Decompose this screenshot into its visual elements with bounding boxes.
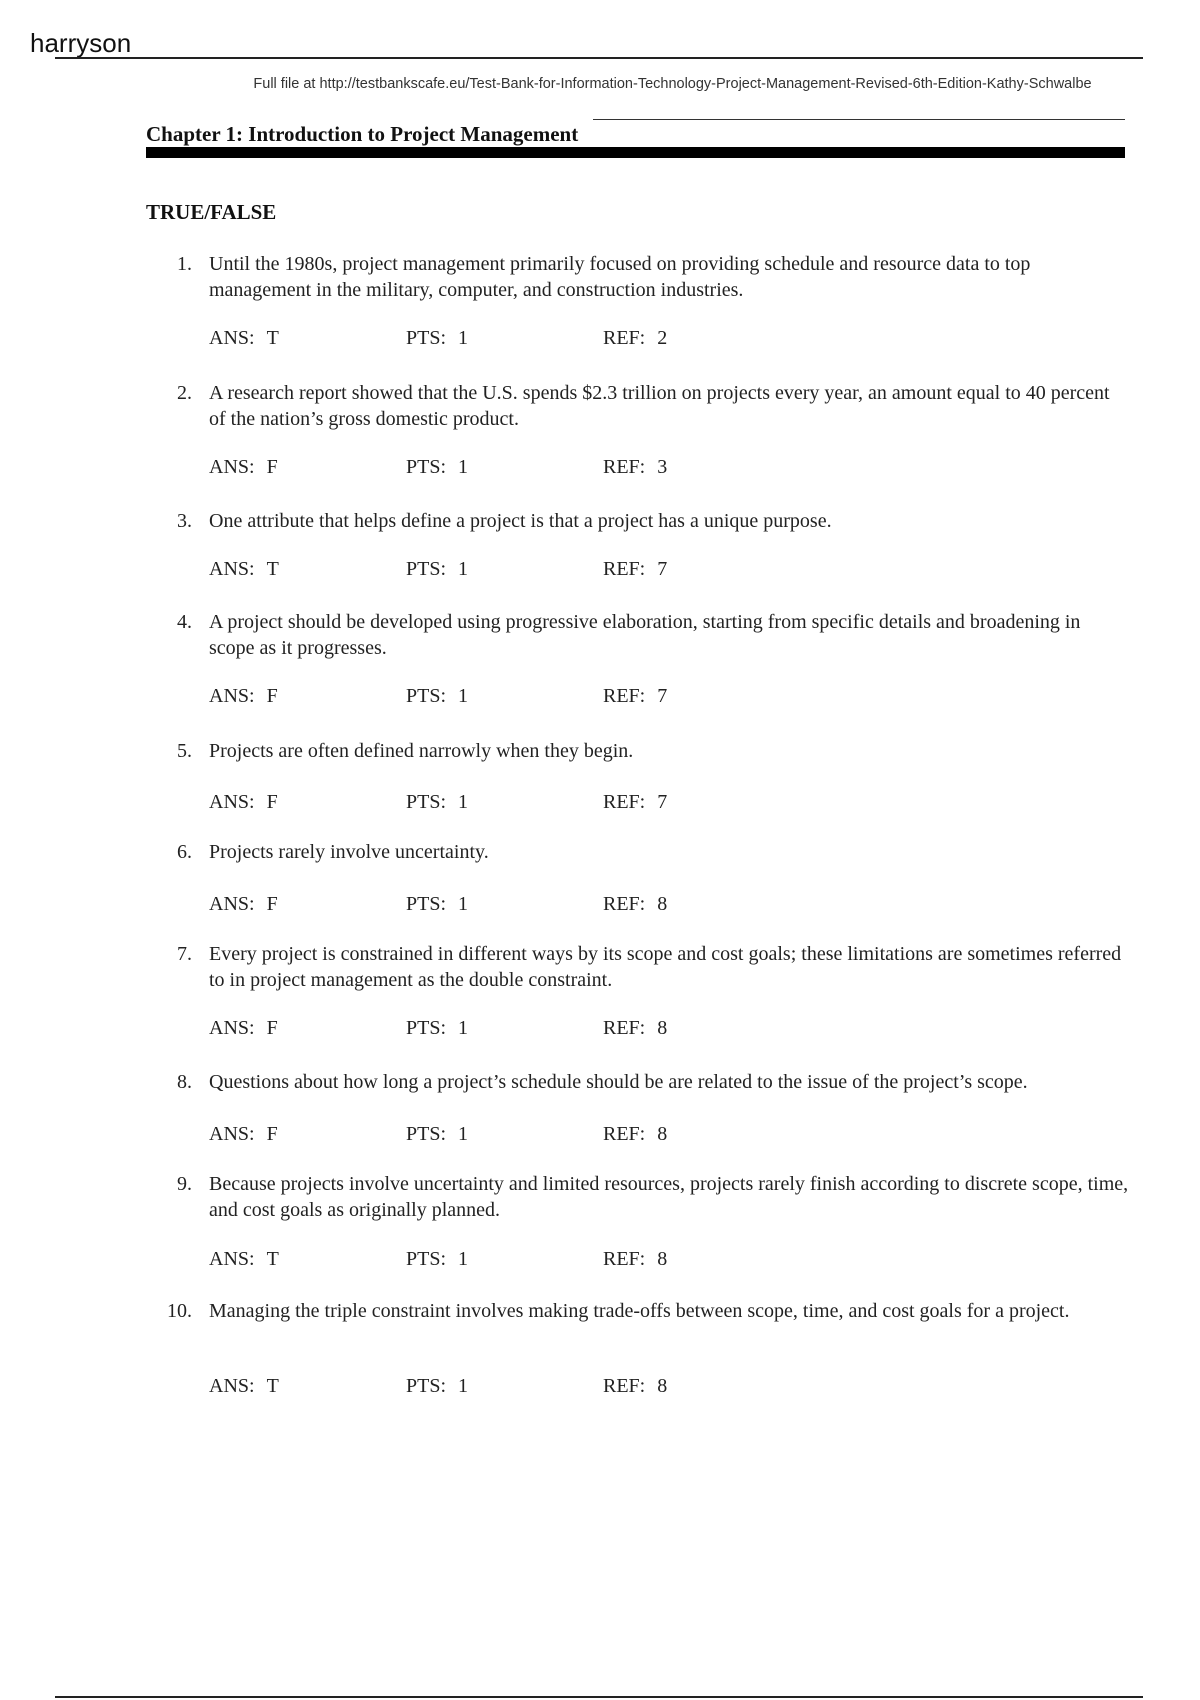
question-number: 2. (177, 382, 192, 404)
reference-field: REF: 7 (603, 685, 668, 707)
question-text: Projects rarely involve uncertainty. (209, 841, 489, 863)
points-value: 1 (458, 791, 469, 813)
points-field: PTS: 1 (406, 685, 469, 707)
points-field: PTS: 1 (406, 1123, 469, 1145)
answer-value: F (266, 893, 278, 915)
question-text: Until the 1980s, project management primarily focused on providing schedule and resource data to top management in the military, computer, and construction industries. (209, 253, 1031, 301)
question-number: 1. (177, 253, 192, 275)
question-number: 3. (177, 510, 192, 532)
reference-value: 7 (657, 791, 668, 813)
reference-field: REF: 3 (603, 456, 668, 478)
points-field: PTS: 1 (406, 1248, 469, 1270)
answer-value: T (266, 1375, 279, 1397)
chapter-title-bar (146, 147, 1125, 158)
points-value: 1 (458, 456, 469, 478)
reference-value: 8 (657, 1248, 668, 1270)
reference-field: REF: 8 (603, 1248, 668, 1270)
question-number: 5. (177, 740, 192, 762)
answer-field: ANS: T (209, 1375, 279, 1397)
section-heading: TRUE/FALSE (146, 200, 277, 224)
points-field: PTS: 1 (406, 893, 469, 915)
question-number: 8. (177, 1071, 192, 1093)
answer-field: ANS: T (209, 1248, 279, 1270)
reference-value: 7 (657, 685, 668, 707)
points-field: PTS: 1 (406, 1017, 469, 1039)
question-number: 7. (177, 943, 192, 965)
answer-field: ANS: T (209, 327, 279, 349)
reference-field: REF: 7 (603, 558, 668, 580)
answer-field: ANS: F (209, 1017, 278, 1039)
points-value: 1 (458, 1375, 469, 1397)
question-number: 4. (177, 611, 192, 633)
points-value: 1 (458, 558, 469, 580)
question-text: One attribute that helps define a project is that a project has a unique purpose. (209, 510, 832, 532)
question-number: 9. (177, 1173, 192, 1195)
answer-value: F (266, 1017, 278, 1039)
points-field: PTS: 1 (406, 1375, 469, 1397)
points-value: 1 (458, 1123, 469, 1145)
answer-value: T (266, 558, 279, 580)
answer-value: F (266, 456, 278, 478)
answer-value: F (266, 1123, 278, 1145)
points-value: 1 (458, 1248, 469, 1270)
points-value: 1 (458, 1017, 469, 1039)
question-number: 10. (167, 1300, 192, 1322)
reference-value: 8 (657, 893, 668, 915)
reference-field: REF: 7 (603, 791, 668, 813)
question-text: A project should be developed using progressive elaboration, starting from specific details and broadening in scope as it progresses. (209, 611, 1081, 659)
points-field: PTS: 1 (406, 327, 469, 349)
footer-rule (55, 1696, 1143, 1698)
answer-value: T (266, 327, 279, 349)
points-value: 1 (458, 893, 469, 915)
points-field: PTS: 1 (406, 558, 469, 580)
answer-value: F (266, 685, 278, 707)
reference-field: REF: 8 (603, 893, 668, 915)
header-rule (55, 57, 1143, 59)
question-text: Managing the triple constraint involves making trade-offs between scope, time, and cost goals for a project. (209, 1300, 1070, 1322)
source-underline (593, 119, 1125, 120)
points-field: PTS: 1 (406, 456, 469, 478)
reference-field: REF: 8 (603, 1017, 668, 1039)
answer-field: ANS: F (209, 791, 278, 813)
reference-value: 2 (657, 327, 668, 349)
question-text: Projects are often defined narrowly when they begin. (209, 740, 634, 762)
reference-value: 7 (657, 558, 668, 580)
points-field: PTS: 1 (406, 791, 469, 813)
question-text: Every project is constrained in different ways by its scope and cost goals; these limitations are sometimes referred to in project management as the double constraint. (209, 943, 1122, 991)
question-text: Questions about how long a project’s schedule should be are related to the issue of the project’s scope. (209, 1071, 1028, 1093)
reference-value: 8 (657, 1017, 668, 1039)
points-value: 1 (458, 685, 469, 707)
answer-field: ANS: F (209, 893, 278, 915)
brand-name: harryson (30, 28, 132, 58)
reference-value: 3 (657, 456, 668, 478)
points-value: 1 (458, 327, 469, 349)
answer-value: T (266, 1248, 279, 1270)
question-text: A research report showed that the U.S. spends $2.3 trillion on projects every year, an amount equal to 40 percent of the nation’s gross domestic product. (209, 382, 1110, 430)
answer-field: ANS: T (209, 558, 279, 580)
question-text: Because projects involve uncertainty and limited resources, projects rarely finish according to discrete scope, time, and cost goals as originally planned. (209, 1173, 1129, 1221)
chapter-title: Chapter 1: Introduction to Project Management (146, 122, 579, 146)
reference-value: 8 (657, 1375, 668, 1397)
answer-value: F (266, 791, 278, 813)
reference-value: 8 (657, 1123, 668, 1145)
answer-field: ANS: F (209, 456, 278, 478)
answer-field: ANS: F (209, 685, 278, 707)
reference-field: REF: 2 (603, 327, 668, 349)
question-number: 6. (177, 841, 192, 863)
answer-field: ANS: F (209, 1123, 278, 1145)
reference-field: REF: 8 (603, 1123, 668, 1145)
reference-field: REF: 8 (603, 1375, 668, 1397)
source-line: Full file at http://testbankscafe.eu/Test-Bank-for-Information-Technology-Project-Management-Revised-6th-Edition-Kathy-Schwalbe (253, 76, 1092, 92)
